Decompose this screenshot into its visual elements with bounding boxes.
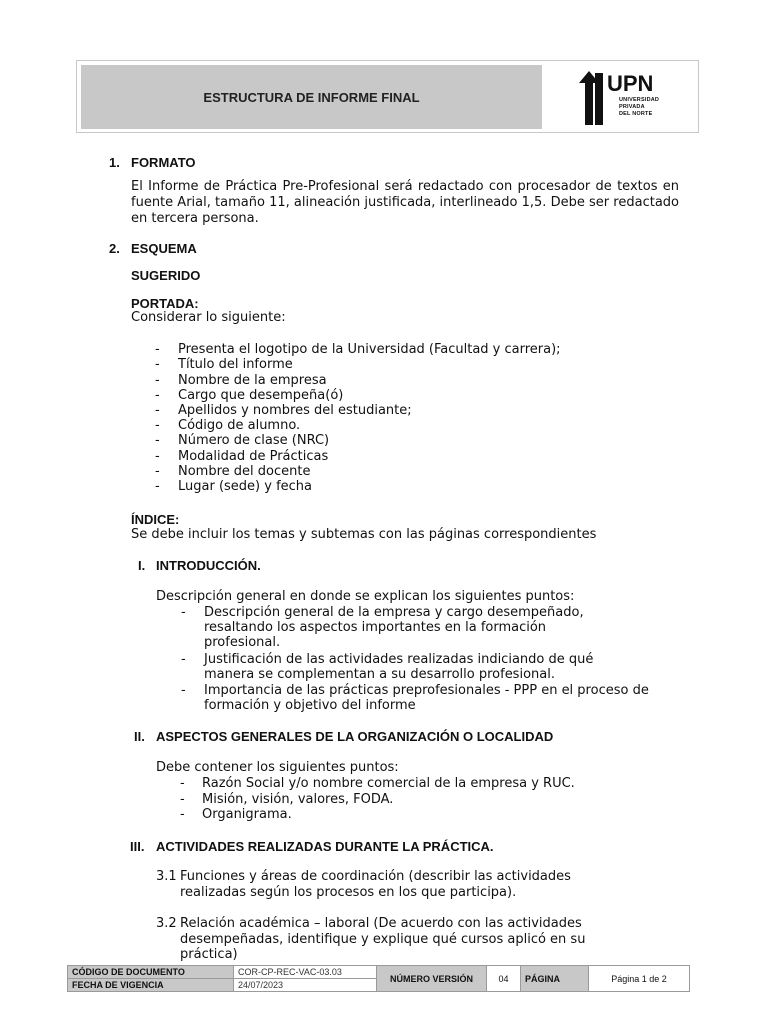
logo-text: UPN: [607, 71, 654, 96]
introduccion-item-line: profesional.: [204, 635, 281, 650]
introduccion-intro: Descripción general en donde se explican los siguientes puntos:: [156, 589, 575, 604]
aspectos-item: Razón Social y/o nombre comercial de la empresa y RUC.: [202, 776, 575, 791]
bullet-dash: -: [180, 792, 185, 807]
header-title-box: [81, 65, 542, 129]
bullet-dash: -: [181, 652, 186, 667]
roman-number: I.: [138, 558, 146, 573]
introduccion-item-line: formación y objetivo del informe: [204, 698, 416, 713]
section-number: 1.: [109, 155, 120, 170]
actividades-item-line: Relación académica – laboral (De acuerdo con las actividades: [180, 916, 582, 931]
aspectos-item: Organigrama.: [202, 807, 292, 822]
document-footer-table: [67, 965, 690, 992]
code-value: COR-CP-REC-VAC-03.03: [234, 966, 377, 979]
bullet-dash: -: [155, 373, 160, 388]
introduccion-item-line: Descripción general de la empresa y cargo desempeñado,: [204, 605, 584, 620]
bullet-dash: -: [155, 449, 160, 464]
bullet-dash: -: [155, 388, 160, 403]
bullet-dash: -: [155, 418, 160, 433]
code-label: CÓDIGO DE DOCUMENTO: [68, 966, 234, 979]
version-value: 04: [487, 966, 521, 992]
logo-subtitle-1: UNIVERSIDAD: [619, 97, 660, 103]
indice-title: ÍNDICE:: [131, 512, 180, 527]
portada-item: Lugar (sede) y fecha: [178, 479, 312, 494]
logo-subtitle-3: DEL NORTE: [619, 111, 653, 117]
section-number: 2.: [109, 241, 120, 256]
date-label: FECHA DE VIGENCIA: [68, 979, 234, 992]
portada-title: PORTADA:: [131, 296, 199, 311]
bullet-dash: -: [181, 683, 186, 698]
actividades-item-line: realizadas según los procesos en los que participa).: [180, 885, 517, 900]
section-subtitle-sugerido: SUGERIDO: [131, 268, 201, 283]
introduccion-item-line: manera se complementan a su desarrollo profesional.: [204, 667, 555, 682]
section-title-introduccion: INTRODUCCIÓN.: [156, 558, 261, 573]
document-header: [76, 60, 699, 133]
bullet-dash: -: [181, 605, 186, 620]
bullet-dash: -: [155, 479, 160, 494]
portada-item: Número de clase (NRC): [178, 433, 330, 448]
formato-body: El Informe de Práctica Pre-Profesional será redactado con procesador de textos en fuente Arial, tamaño 11, alineación justificada, interlineado 1,5. Debe ser redactado en tercera persona.: [131, 179, 679, 226]
roman-number: II.: [134, 729, 145, 744]
actividades-item-line: desempeñadas, identifique y explique qué cursos aplicó en su: [180, 932, 586, 947]
bullet-dash: -: [155, 464, 160, 479]
section-title-formato: FORMATO: [131, 155, 196, 170]
aspectos-intro: Debe contener los siguientes puntos:: [156, 760, 399, 775]
portada-item: Código de alumno.: [178, 418, 301, 433]
aspectos-item: Misión, visión, valores, FODA.: [202, 792, 394, 807]
logo-subtitle-2: PRIVADA: [619, 104, 645, 110]
bullet-dash: -: [180, 776, 185, 791]
introduccion-item-line: Justificación de las actividades realizadas indiciando de qué: [204, 652, 594, 667]
bullet-dash: -: [155, 342, 160, 357]
actividades-item-number: 3.1: [156, 869, 177, 884]
date-value: 24/07/2023: [234, 979, 377, 992]
introduccion-item-line: resaltando los aspectos importantes en la formación: [204, 620, 547, 635]
portada-intro: Considerar lo siguiente:: [131, 310, 286, 325]
section-title-actividades: ACTIVIDADES REALIZADAS DURANTE LA PRÁCTICA.: [156, 839, 494, 854]
portada-item: Nombre de la empresa: [178, 373, 327, 388]
actividades-item-line: práctica): [180, 947, 238, 962]
document-title: ESTRUCTURA DE INFORME FINAL: [203, 89, 420, 105]
actividades-item-number: 3.2: [156, 916, 177, 931]
introduccion-item-line: Importancia de las prácticas preprofesionales - PPP en el proceso de: [204, 683, 649, 698]
portada-item: Modalidad de Prácticas: [178, 449, 329, 464]
bullet-dash: -: [155, 433, 160, 448]
portada-item: Cargo que desempeña(ó): [178, 388, 344, 403]
bullet-dash: -: [180, 807, 185, 822]
portada-item: Presenta el logotipo de la Universidad (Facultad y carrera);: [178, 342, 561, 357]
portada-item: Apellidos y nombres del estudiante;: [178, 403, 412, 418]
bullet-dash: -: [155, 403, 160, 418]
portada-item: Nombre del docente: [178, 464, 311, 479]
roman-number: III.: [130, 839, 145, 854]
portada-item: Título del informe: [178, 357, 293, 372]
section-title-aspectos: ASPECTOS GENERALES DE LA ORGANIZACIÓN O LOCALIDAD: [156, 729, 554, 744]
page-label: PÁGINA: [521, 966, 589, 992]
bullet-dash: -: [155, 357, 160, 372]
section-title-esquema: ESQUEMA: [131, 241, 197, 256]
actividades-item-line: Funciones y áreas de coordinación (describir las actividades: [180, 869, 571, 884]
version-label: NÚMERO VERSIÓN: [377, 966, 487, 992]
indice-body: Se debe incluir los temas y subtemas con las páginas correspondientes: [131, 527, 597, 542]
page-value: Página 1 de 2: [589, 966, 690, 992]
